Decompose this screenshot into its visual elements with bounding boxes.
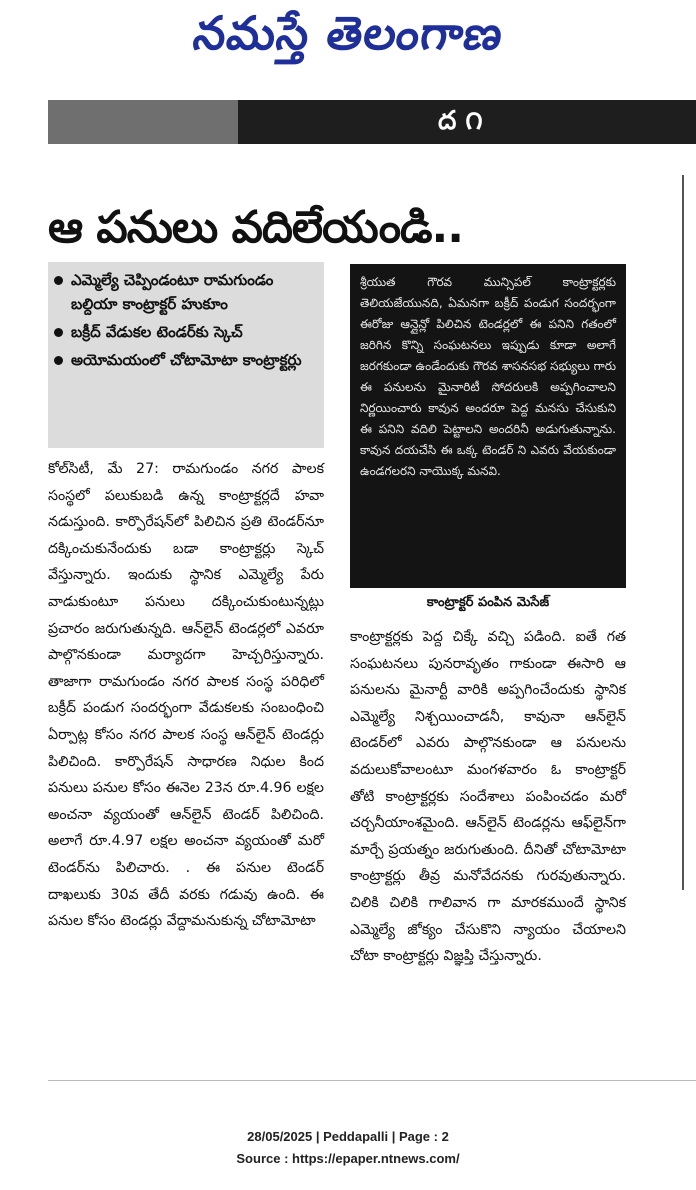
highlight-text: ఎమ్మెల్యే చెప్పిండంటూ రామగుండం బల్దియా కాంట్రాక్టర్ హుకూం bbox=[71, 271, 274, 313]
highlight-item bbox=[52, 348, 318, 372]
footer-source-link[interactable]: Source : https://epaper.ntnews.com/ bbox=[236, 1151, 460, 1166]
footer-date-edition: 28/05/2025 | Peddapalli | Page : 2 bbox=[247, 1129, 449, 1144]
highlights-box bbox=[48, 262, 324, 448]
article-body-right: కాంట్రాక్టర్లకు పెద్ద చిక్కే వచ్చి పడింది. ఐతే గత సంఘటనలు పునరావృతం గాకుండా ఈసారి ఆ పనులను మైనార్టీ వారికి అప్పగించేందుకు స్థానిక ఎమ్మెల్యే నిశ్చయించాడనీ, కావునా ఆన్‌లైన్ టెండర్‌లో ఎవరు పాల్గొనకుండా ఆ పనులను వదులుకోవాలంటూ మంగళవారం ఓ కాంట్రాక్టర్ తోటి కాంట్రాక్టర్లకు సందేశాలు పంపించడం మరో చర్చనీయాంశమైంది. ఆన్‌లైన్ టెండర్లను ఆఫ్‌లైన్‌గా మార్చే ప్రయత్నం జరుగుతుంది. దీనితో చోటామోటా కాంట్రాక్టర్లు తీవ్ర మనోవేదనకు గురవుతున్నారు. చిలికి చిలికి గాలివాన గా మారకముందే స్థానిక ఎమ్మెల్యే జోక్యం చేసుకొని న్యాయం చేయాలని చోటా కాంట్రాక్టర్లు విజ్ఞప్తి చేస్తున్నారు. bbox=[350, 629, 626, 965]
top-banner-strip bbox=[48, 100, 696, 144]
masthead-title: నమస్తే తెలంగాణ bbox=[190, 6, 508, 60]
column-divider-rule bbox=[682, 175, 684, 890]
banner-glyphs: ద ౧ bbox=[438, 106, 483, 136]
bullet-dot-icon bbox=[54, 328, 63, 337]
message-caption: కాంట్రాక్టర్ పంపిన మెసేజ్ bbox=[426, 595, 550, 610]
article-headline: ఆ పనులు వదిలేయండి.. bbox=[48, 202, 463, 253]
highlight-item bbox=[52, 320, 318, 344]
highlight-item bbox=[52, 268, 318, 316]
banner-gray-block bbox=[48, 100, 238, 144]
article-body-left: కోల్‌సిటీ, మే 27: రామగుండం నగర పాలక సంస్థలో పలుకుబడి ఉన్న కాంట్రాక్టర్లదే హవా నడుస్తుంది. కార్పొరేషన్‌లో పిలిచిన ప్రతి టెండర్‌నూ దక్కించుకునేందుకు బడా కాంట్రాక్టర్లు స్కెచ్ వేస్తున్నారు. ఇందుకు స్థానిక ఎమ్మెల్యే పేరు వాడుకుంటూ పనులు దక్కించుకుంటున్నట్లు ప్రచారం జరుగుతున్నది. ఆన్‌లైన్ టెండర్లలో ఎవరూ పాల్గొనకుండా మర్యాదగా హెచ్చరిస్తున్నారు. తాజాగా రామగుండం నగర పాలక సంస్థ పరిధిలో బక్రీద్ పండుగ సందర్భంగా వేడుకలకు సంబంధించి ఏర్పాట్ల కోసం నగర పాలక సంస్థ ఆన్‌లైన్ టెండర్లు పిలిచింది. కార్పొరేషన్ సాధారణ నిధుల కింద పనులు పనుల కోసం ఈనెల 23న రూ.4.96 లక్షల అంచనా వ్యయంతో ఆన్‌లైన్ టెండర్ పిలిచింది. అలాగే రూ.4.97 లక్షల అంచనా వ్యయంతో మరో టెండర్‌ను పిలిచారు. . ఈ పనుల టెండర్ దాఖలుకు 30వ తేదీ వరకు గడువు ఉంది. ఈ పనుల కోసం టెండర్లు వేద్దామనుకున్న చోటామోటా bbox=[48, 461, 324, 930]
page-footer bbox=[0, 1126, 696, 1170]
highlight-text: బక్రీద్ వేడుకల టెండర్‌కు స్కెచ్ bbox=[71, 323, 243, 341]
article-column-right bbox=[350, 624, 626, 970]
contractor-message-screenshot bbox=[350, 264, 626, 588]
bottom-divider bbox=[48, 1080, 696, 1081]
message-text: శ్రీయుత గౌరవ మున్సిపల్ కాంట్రాక్టర్లకు తెలియజేయునది, ఏమనగా బక్రీద్ పండుగ సందర్భంగా ఈరోజు ఆన్లైన్లో పిలిచిన టెండర్లలో ఈ పనిని గతంలో జరిగిన కొన్ని సంఘటనలు ఇప్పుడు కూడా అలాగే జరగకుండా ఉండేందుకు గౌరవ శాసనసభ సభ్యులు గారు ఈ పనులను మైనారిటీ సోదరులకి అప్పగించాలని నిర్ణయించారు కావున అందరూ పెద్ద మనసు చేసుకుని ఈ పనిని వదిలి పెట్టాలని అందరినీ అడుగుతున్నాను. కావున దయచేసి ఈ ఒక్క టెండర్ ని ఎవరు వేయకుండా ఉండగలరని నాయొక్క మనవి. bbox=[360, 275, 616, 478]
highlight-text: అయోమయంలో చోటామోటా కాంట్రాక్టర్లు bbox=[71, 351, 302, 369]
bullet-dot-icon bbox=[54, 276, 63, 285]
bullet-dot-icon bbox=[54, 356, 63, 365]
article-column-left bbox=[48, 456, 324, 935]
newspaper-masthead bbox=[0, 0, 696, 80]
